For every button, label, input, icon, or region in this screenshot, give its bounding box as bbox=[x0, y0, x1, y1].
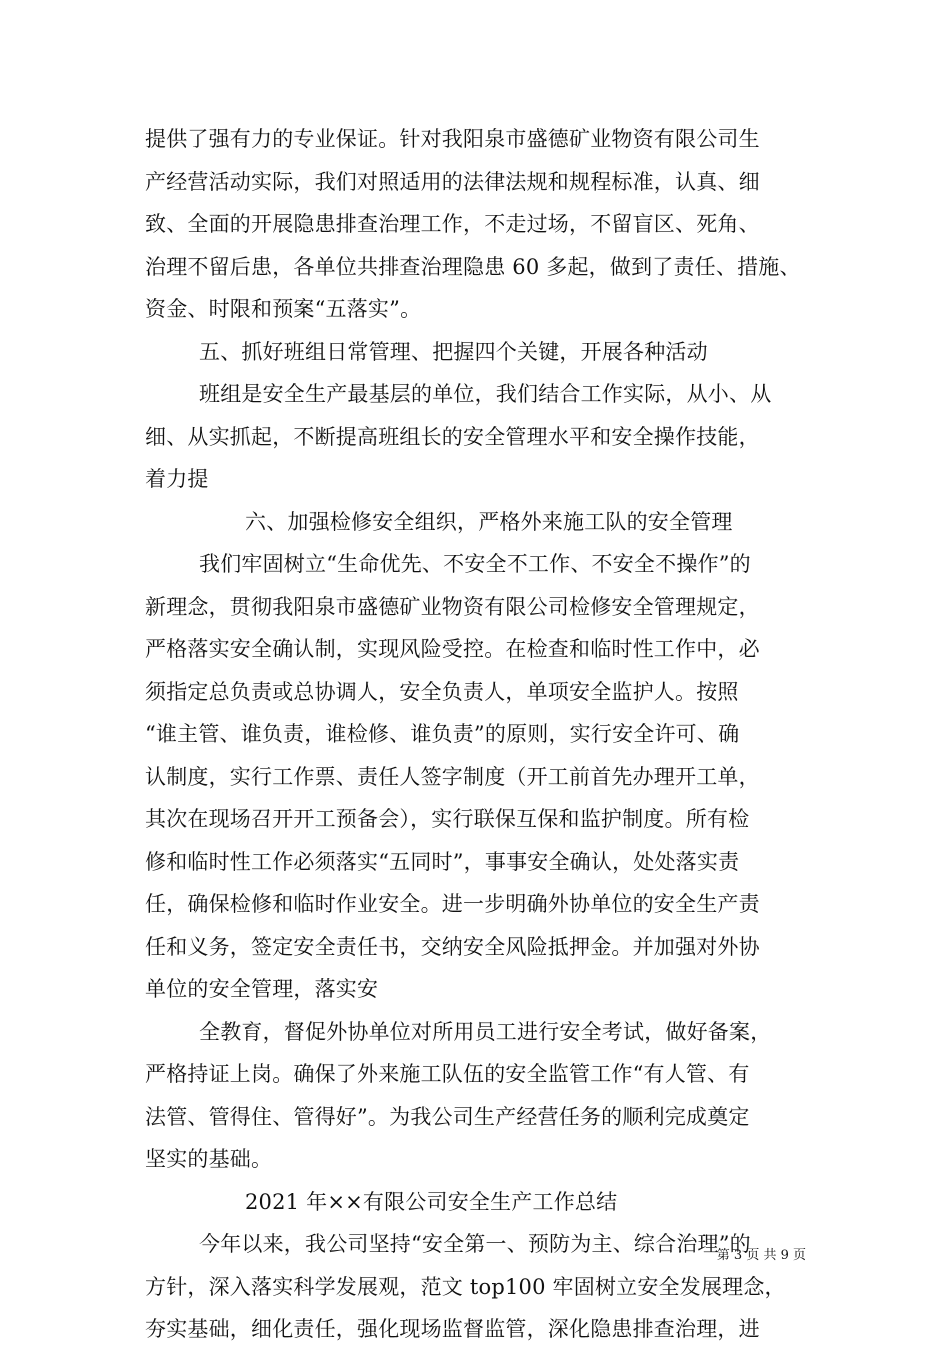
body-line: 治理不留后患，各单位共排查治理隐患 60 多起，做到了责任、措施、 bbox=[145, 254, 801, 279]
body-line: 法管、管得住、管得好”。为我公司生产经营任务的顺利完成奠定 bbox=[145, 1104, 750, 1129]
body-line: 严格落实安全确认制，实现风险受控。在检查和临时性工作中，必 bbox=[145, 637, 760, 661]
body-line: 提供了强有力的专业保证。针对我阳泉市盛德矿业物资有限公司生 bbox=[145, 127, 760, 151]
body-line: 须指定总负责或总协调人，安全负责人，单项安全监护人。按照 bbox=[145, 679, 739, 704]
body-line: 细、从实抓起，不断提高班组长的安全管理水平和安全操作技能， bbox=[145, 424, 760, 449]
body-line: 其次在现场召开开工预备会），实行联保互保和监护制度。所有检 bbox=[145, 807, 750, 831]
body-line: 坚实的基础。 bbox=[145, 1147, 273, 1171]
body-line: 着力提 bbox=[145, 467, 209, 491]
body-line: 致、全面的开展隐患排查治理工作，不走过场，不留盲区、死角、 bbox=[145, 212, 760, 236]
body-line: 认制度，实行工作票、责任人签字制度（开工前首先办理开工单， bbox=[145, 764, 760, 789]
document-title: 2021 年××有限公司安全生产工作总结 bbox=[245, 1189, 618, 1214]
body-line: 修和临时性工作必须落实“五同时”，事事安全确认，处处落实责 bbox=[145, 849, 740, 874]
body-line: 产经营活动实际，我们对照适用的法律法规和规程标准，认真、细 bbox=[145, 169, 760, 194]
body-line: 任和义务，签定安全责任书，交纳安全风险抵押金。并加强对外协 bbox=[145, 934, 760, 959]
body-line: 单位的安全管理，落实安 bbox=[145, 977, 379, 1001]
body-line: 我们牢固树立“生命优先、不安全不工作、不安全不操作”的 bbox=[199, 552, 751, 576]
body-line: 今年以来，我公司坚持“安全第一、预防为主、综合治理”的 bbox=[199, 1232, 751, 1256]
body-line: 方针，深入落实科学发展观，范文 top100 牢固树立安全发展理念， bbox=[145, 1274, 786, 1299]
document-body bbox=[145, 118, 825, 1351]
body-line: 夯实基础，细化责任，强化现场监督监管，深化隐患排查治理，进 bbox=[145, 1317, 760, 1341]
section-heading-6: 六、加强检修安全组织，严格外来施工队的安全管理 bbox=[245, 509, 733, 534]
body-line: “谁主管、谁负责，谁检修、谁负责”的原则，实行安全许可、确 bbox=[145, 722, 740, 746]
body-line: 严格持证上岗。确保了外来施工队伍的安全监管工作“有人管、有 bbox=[145, 1062, 750, 1086]
body-line: 班组是安全生产最基层的单位，我们结合工作实际，从小、从 bbox=[199, 382, 772, 406]
section-heading-5: 五、抓好班组日常管理、把握四个关键，开展各种活动 bbox=[199, 339, 708, 364]
body-line: 新理念，贯彻我阳泉市盛德矿业物资有限公司检修安全管理规定， bbox=[145, 594, 760, 619]
page-number: 第 3 页 共 9 页 bbox=[716, 1248, 806, 1263]
body-line: 任，确保检修和临时作业安全。进一步明确外协单位的安全生产责 bbox=[145, 892, 760, 916]
body-line: 资金、时限和预案“五落实”。 bbox=[145, 297, 422, 321]
body-line: 全教育，督促外协单位对所用员工进行安全考试，做好备案， bbox=[199, 1019, 772, 1044]
